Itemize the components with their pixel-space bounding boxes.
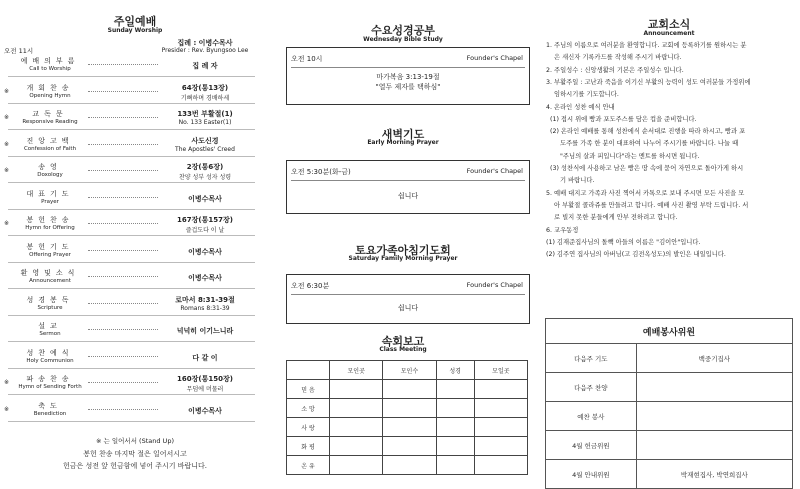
service-role: 다음주 찬양: [546, 373, 637, 402]
dawn-subtitle: Early Morning Prayer: [367, 139, 439, 146]
worship-item: [0, 189, 270, 210]
item-value: 160장(통150장): [177, 375, 233, 383]
wednesday-title: 수요성경공부: [371, 24, 435, 37]
item-name-ko: 설교: [38, 322, 62, 330]
item-value: 167장(통157장): [177, 216, 233, 224]
announcement-line: (1) 접시 위에 빵과 포도주스를 담은 컵을 준비합니다.: [546, 115, 697, 123]
stand-mark: ※: [4, 220, 10, 227]
item-name-ko: 환영및소식: [20, 269, 80, 277]
worship-item: [0, 109, 270, 130]
item-name-ko: 예배의부름: [20, 57, 80, 65]
stand-mark: ※: [4, 114, 10, 121]
announcement-line: 도주를 가족 한 분이 대표하여 나누어 주시기를 바랍니다. 나눌 때: [546, 140, 739, 148]
table-row: [287, 399, 528, 418]
item-value: 집 례 자: [192, 62, 218, 70]
officiant: 집례 : 이병수목사: [177, 39, 233, 47]
table-row: [546, 373, 793, 402]
item-name-ko: 성경봉독: [26, 295, 74, 304]
worship-subtitle: Sunday Worship: [107, 27, 163, 34]
announce-title: 교회소식: [647, 18, 691, 31]
wednesday-time: 오전 10시: [291, 55, 323, 63]
table-row: [287, 380, 528, 399]
item-value: 133번 부활절(1): [177, 110, 233, 118]
service-role: 4월 안내위원: [546, 460, 637, 489]
table-row: [546, 431, 793, 460]
stand-up-note: ※ 는 일어서서 (Stand Up): [96, 437, 174, 445]
item-name-en: Prayer: [41, 198, 59, 205]
meeting-header: 모인수: [383, 361, 436, 380]
table-row: [287, 456, 528, 475]
item-name-en: Scripture: [37, 304, 63, 311]
announcement-line: 6. 교우동정: [546, 226, 579, 234]
announcement-line: (1) 김재준집사님의 돌빽 아들의 이름은 "김이안"입니다.: [546, 238, 701, 246]
item-name-en: Holy Communion: [26, 357, 74, 364]
item-name-ko: 송영: [38, 163, 62, 171]
service-person: [636, 373, 792, 402]
meeting-header: 성경: [436, 361, 474, 380]
dawn-time: 오전 5:30분(화-금): [291, 168, 351, 176]
group-name: 온 유: [287, 456, 330, 475]
announcement-line: 2. 주일성수 : 신앙생활의 기본은 주일성수 입니다.: [546, 66, 684, 74]
item-value: 로마서 8:31-39절: [175, 295, 235, 304]
worship-item: [0, 136, 270, 157]
stand-mark: ※: [4, 140, 10, 148]
service-person: 백중기집사: [636, 344, 792, 373]
announcement-line: 기 바랍니다.: [546, 177, 595, 185]
item-value: 이병수목사: [188, 406, 222, 415]
group-name: 소 망: [287, 399, 330, 418]
item-name-en: Responsive Reading: [22, 119, 78, 125]
group-name: 사 랑: [287, 418, 330, 437]
meeting-header: [287, 361, 330, 380]
announcement-line: 로 빌지 못한 분들에게 안부 전하려고 합니다.: [546, 214, 678, 222]
worship-item: [0, 401, 270, 422]
saturday-title: 토요가족아침기도회: [355, 244, 451, 257]
item-value: 64장(통13장): [181, 83, 229, 92]
item-name-en: Hymn for Offering: [25, 225, 75, 231]
item-name-ko: 축도: [38, 401, 62, 410]
dawn-place: Founder's Chapel: [466, 167, 523, 175]
group-name: 화 평: [287, 437, 330, 456]
worship-item: [0, 374, 270, 395]
item-name-ko: 진앙고백: [26, 136, 74, 145]
presider: Presider : Rev. Byungsoo Lee: [161, 47, 249, 54]
item-value: 사도신경: [191, 136, 219, 145]
service-committee-table: [545, 318, 793, 489]
table-row: [546, 344, 793, 373]
class-meeting-table: [286, 360, 528, 475]
item-name-ko: 개회찬송: [26, 83, 74, 92]
item-name-en: Call to Worship: [29, 66, 71, 72]
table-row: [287, 418, 528, 437]
stand-mark: ※: [4, 87, 10, 95]
worship-item: [0, 242, 270, 263]
announcement-line: 아 부활절 콜라쥬를 만들려고 합니다. 예배 사진 촬영 부탁 드립니다. 서: [546, 201, 749, 209]
worship-item: [0, 162, 270, 183]
announce-subtitle: Announcement: [643, 30, 695, 37]
item-value: 이병수목사: [188, 274, 222, 282]
worship-item: [0, 295, 270, 316]
dawn-box: [286, 160, 530, 214]
service-person: 박재현집사, 박연희집사: [636, 460, 792, 489]
meeting-subtitle: Class Meeting: [379, 346, 427, 353]
table-row: [546, 402, 793, 431]
announcement-line: (2) 온라인 예배를 통해 성찬에식 순서대로 진행을 따라 하시고, 빵과 포: [546, 128, 746, 136]
item-name-en: Doxology: [37, 172, 63, 178]
item-name-en: Hymn of Sending Forth: [18, 384, 82, 390]
offering-note-1: 봉헌 찬송 마지막 절은 일어서시고: [83, 450, 187, 458]
announcement-line: 은 새신자 기록카드를 작성해 주시기 바랍니다.: [546, 54, 682, 62]
service-person: [636, 431, 792, 460]
item-name-ko: 봉헌찬송: [26, 216, 74, 224]
offering-note-2: 헌금은 성전 앞 헌금함에 넣어 주시기 바랍니다.: [62, 462, 208, 470]
group-name: 믿 음: [287, 380, 330, 399]
meeting-title: 속회보고: [381, 335, 425, 348]
worship-time: 오전 11시: [4, 47, 34, 55]
worship-item: [0, 56, 270, 77]
item-name-ko: 파송찬송: [26, 375, 74, 383]
saturday-subtitle: Saturday Family Morning Prayer: [348, 255, 458, 262]
worship-item: [0, 268, 270, 289]
item-name-ko: 대표기도: [26, 189, 74, 198]
dawn-title: 새벽기도: [381, 128, 425, 141]
item-name-en: Sermon: [39, 331, 61, 337]
saturday-box: [286, 274, 530, 324]
announcement-line: 1. 주님의 이름으로 여러분을 환영합니다. 교회에 등록하기를 원하시는 분: [546, 42, 747, 49]
meeting-header: 모인곳: [330, 361, 383, 380]
item-name-en: Confession of Faith: [23, 145, 77, 152]
service-title: 예배봉사위원: [546, 319, 793, 344]
item-detail: Romans 8:31-39: [180, 304, 230, 312]
stand-mark: ※: [4, 379, 10, 386]
announcement-line: 3. 부활주일 : 고난과 죽음을 이기신 부활의 능력이 성도 여러분들 가정위에: [546, 78, 751, 86]
worship-item: [0, 83, 270, 104]
item-name-ko: 봉헌기도: [26, 242, 74, 251]
announcement-line: "주님의 살과 피입니다"라는 멘트를 하시면 됩니다.: [546, 152, 700, 160]
announcement-line: (3) 성찬식에 사용하고 남은 빵은 땅 속에 묻어 자연으로 돌아가게 하시: [546, 165, 744, 172]
service-person: [636, 402, 792, 431]
wednesday-place: Founder's Chapel: [466, 54, 523, 62]
worship-item: [0, 321, 270, 342]
wednesday-passage: 마가복음 3:13-19절: [376, 73, 440, 81]
stand-mark: ※: [4, 167, 10, 174]
announcement-line: (2) 김주연 집사님의 아버님(고 김전옥성도)의 발인은 내일입니다.: [546, 251, 726, 259]
item-name-en: Opening Hymn: [29, 92, 71, 99]
dawn-status: 쉽니다: [397, 192, 419, 200]
item-name-en: Announcement: [29, 278, 71, 284]
item-value: 다 같 이: [192, 353, 218, 362]
stand-mark: ※: [4, 405, 10, 413]
item-name-ko: 성찬예식: [26, 348, 74, 357]
item-value: 이병수목사: [188, 194, 222, 203]
item-detail: 무덤에 머물러: [186, 386, 224, 393]
wednesday-subtitle: Wednesday Bible Study: [363, 36, 443, 43]
announcement-line: 5. 예배 대지고 가족과 사진 찍어서 카톡으로 보내 주시면 모든 사진을 모: [546, 189, 745, 197]
item-name-ko: 교독문: [32, 110, 68, 118]
item-detail: The Apostles' Creed: [175, 145, 235, 153]
service-role: 다음주 기도: [546, 344, 637, 373]
meeting-header: 모일곳: [474, 361, 527, 380]
wednesday-theme: "열두 제자를 택하심": [375, 83, 441, 91]
announcement-line: 4. 온라인 성찬 예식 안내: [546, 103, 615, 111]
table-row: [287, 437, 528, 456]
item-detail: 기뻐하며 경배하세: [180, 94, 230, 102]
wednesday-box: [286, 47, 530, 105]
saturday-time: 오전 6:30분: [291, 282, 330, 290]
saturday-status: 쉽니다: [397, 304, 419, 312]
worship-title: 주일예배: [113, 15, 157, 28]
item-name-en: Benediction: [33, 410, 67, 417]
saturday-place: Founder's Chapel: [466, 281, 523, 289]
worship-item: [0, 215, 270, 236]
worship-item: [0, 348, 270, 369]
item-detail: 즐겁도다 이 날: [185, 227, 225, 234]
item-value: 이병수목사: [188, 247, 222, 256]
item-name-en: Offering Prayer: [29, 251, 71, 258]
item-detail: No. 133 Easter(1): [178, 119, 232, 126]
service-role: 예찬 봉사: [546, 402, 637, 431]
item-value: 넉넉히 이기느니라: [176, 327, 234, 335]
table-row: [546, 460, 793, 489]
service-role: 4월 헌금위원: [546, 431, 637, 460]
item-value: 2장(통6장): [186, 163, 224, 171]
announcement-line: 임하시기를 기도합니다.: [546, 91, 619, 99]
item-detail: 찬양 성부 성자 성령: [178, 174, 232, 181]
